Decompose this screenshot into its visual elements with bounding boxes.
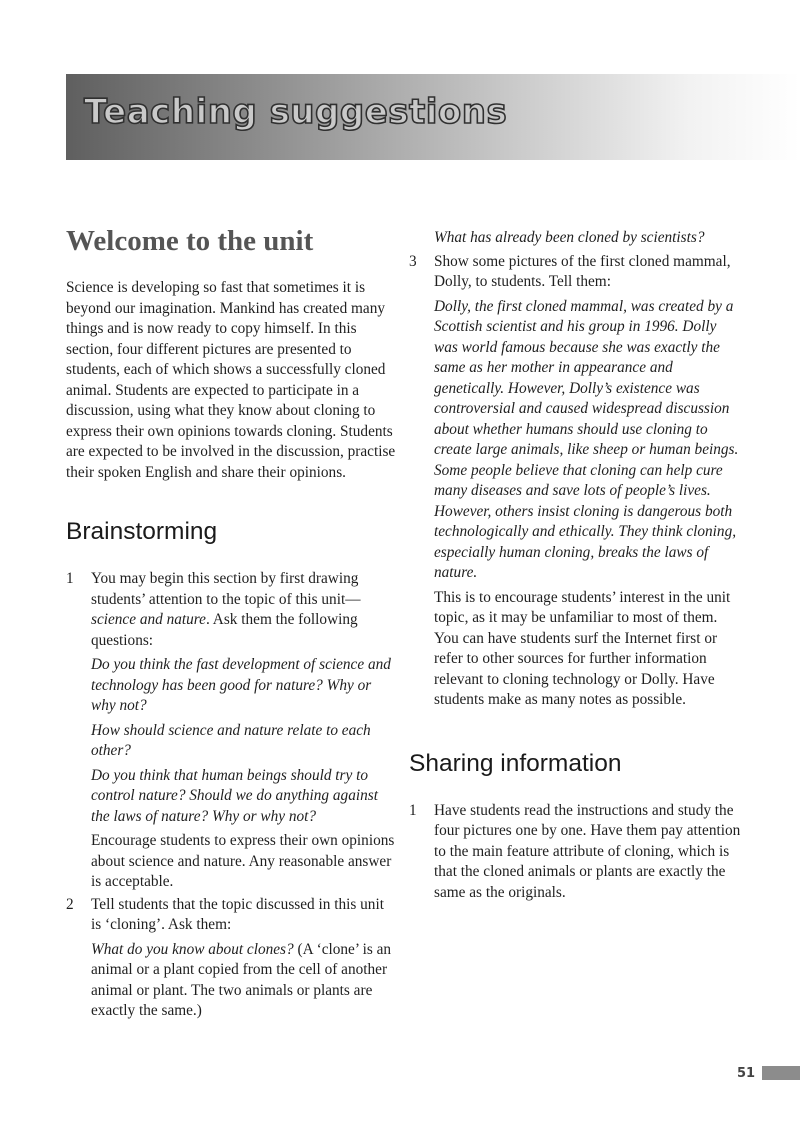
item-number: 1 (409, 801, 417, 819)
list-item (409, 252, 741, 711)
question: What has already been cloned by scientists? (434, 229, 705, 246)
item-intro: Tell students that the topic discussed in this unit is ‘cloning’. Ask them: (91, 895, 384, 933)
item-number: 2 (66, 895, 74, 913)
teacher-note: Encourage students to express their own opinions about science and nature. Any reasonable answer is acceptable. (91, 832, 395, 890)
question-with-aside (91, 940, 396, 1022)
question: What do you know about clones? (91, 940, 294, 958)
section-heading-welcome: Welcome to the unit (66, 225, 314, 257)
item-intro-text-end: . Ask them the following questions: (91, 611, 358, 649)
clone-definition: (A ‘clone’ is an animal or a plant copied from the cell of another animal or plant. The two animals or plants are exactly the same.) (91, 940, 392, 1019)
header-banner (66, 74, 800, 160)
list-item (66, 569, 396, 893)
item-text: Have students read the instructions and study the four pictures one by one. Have them pay attention to the main feature attribute of cloning, which is that the cloned animals or plants are exactly the same as the originals. (434, 801, 741, 901)
question: How should science and nature relate to each other? (91, 721, 371, 759)
section-heading-brainstorming: Brainstorming (66, 518, 218, 545)
item-intro: Show some pictures of the first cloned mammal, Dolly, to students. Tell them: (434, 252, 731, 290)
left-column (66, 210, 396, 1024)
question: Do you think that human beings should try to control nature? Should we do anything against the laws of nature? Why or why not? (91, 766, 378, 825)
right-column (409, 224, 741, 905)
item-intro-text: You may begin this section by first drawing students’ attention to the topic of this unit— (91, 570, 361, 608)
question: Do you think the fast development of science and technology has been good for nature? Why or why not? (91, 656, 391, 714)
page-number: 51 (737, 1066, 756, 1081)
welcome-paragraph: Science is developing so fast that sometimes it is beyond our imagination. Mankind has created many things and is now ready to copy himself. In this section, four different pictures are presented to students, each of which shows a successfully cloned animal. Students are expected to participate in a discussion, using what they know about cloning to express their own opinions towards cloning. Students are expected to be involved in the discussion, practise their spoken English and share their opinions. (66, 279, 396, 481)
section-heading-sharing: Sharing information (409, 749, 622, 777)
page-title: Teaching suggestions (84, 92, 508, 132)
item-number: 3 (409, 252, 417, 270)
list-item (409, 801, 741, 904)
item-intro (91, 569, 396, 651)
unit-topic: science and nature (91, 611, 206, 628)
list-item (66, 895, 396, 1022)
dolly-quote: Dolly, the first cloned mammal, was created by a Scottish scientist and his group in 1996. Dolly was world famous because she was exactly the same as her mother in appearance and genetically. However, Dolly’s existence was controversial and caused widespread discussion about whether humans should use cloning to create large animals, like sheep or human beings. Some people believe that cloning can help cure many diseases and save lots of people’s lives. However, others insist cloning is dangerous both technologically and ethically. They think cloning, especially human cloning, breaks the laws of nature. (434, 297, 739, 581)
teacher-note: This is to encourage students’ interest in the unit topic, as it may be unfamiliar to most of them. You can have students surf the Internet first or refer to other sources for further information relevant to cloning technology or Dolly. Have students make as many notes as possible. (434, 588, 731, 708)
page-number-bar (762, 1066, 800, 1080)
item-number: 1 (66, 570, 74, 587)
